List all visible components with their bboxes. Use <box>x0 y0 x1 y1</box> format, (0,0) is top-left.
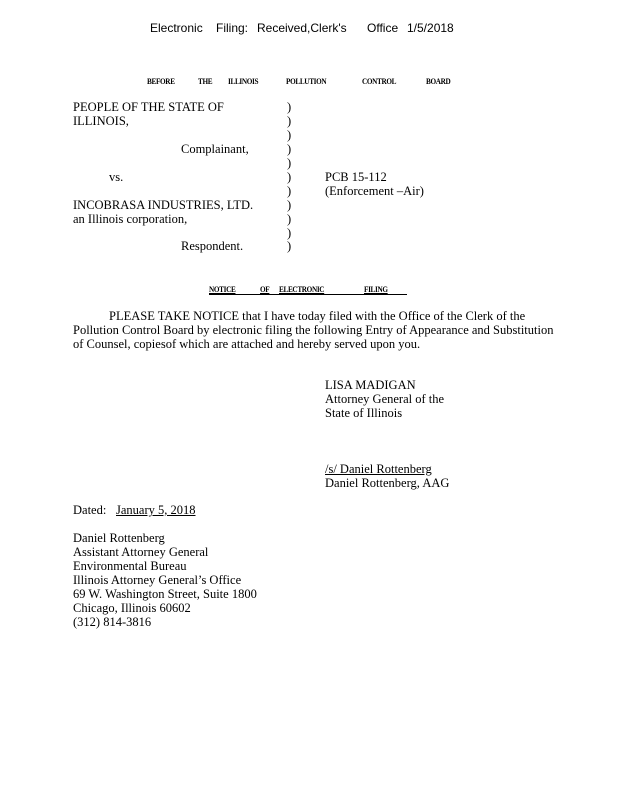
stamp-received: Received,Clerk's <box>257 21 347 35</box>
stamp-office: Office <box>367 21 399 35</box>
caption-paren: ) <box>287 212 292 226</box>
paragraph-line: of Counsel, copiesof which are attached and hereby served upon you. <box>73 337 421 351</box>
case-type: (Enforcement –Air) <box>325 184 424 198</box>
heading-illinois: ILLINOIS <box>228 76 259 86</box>
contact-name: Daniel Rottenberg <box>73 531 165 545</box>
notice-of: OF <box>260 284 270 294</box>
contact-office: Illinois Attorney General’s Office <box>73 573 242 587</box>
heading-pollution: POLLUTION <box>286 76 327 86</box>
stamp-label: Electronic <box>150 21 203 35</box>
notice-filing: FILING <box>364 284 388 294</box>
stamp-date: 1/5/2018 <box>407 21 454 35</box>
attorney-general-title1: Attorney General of the <box>325 392 445 406</box>
heading-board: BOARD <box>426 76 451 86</box>
caption-paren: ) <box>287 114 292 128</box>
respondent-name-line2: an Illinois corporation, <box>73 212 188 226</box>
respondent-name-line1: INCOBRASA INDUSTRIES, LTD. <box>73 198 254 212</box>
caption-paren: ) <box>287 128 292 142</box>
caption-paren: ) <box>287 239 292 253</box>
caption-paren: ) <box>287 198 292 212</box>
stamp-filing: Filing: <box>216 21 249 35</box>
caption-paren: ) <box>287 170 292 184</box>
attorney-general-name: LISA MADIGAN <box>325 378 416 392</box>
heading-before: BEFORE <box>147 76 175 86</box>
contact-city: Chicago, Illinois 60602 <box>73 601 191 615</box>
paragraph-line: PLEASE TAKE NOTICE that I have today filed with the Office of the Clerk of the <box>109 309 526 323</box>
contact-street: 69 W. Washington Street, Suite 1800 <box>73 587 257 601</box>
complainant-name-line2: ILLINOIS, <box>73 114 129 128</box>
dated-label: Dated: <box>73 503 107 517</box>
signer-name: Daniel Rottenberg, AAG <box>325 476 450 490</box>
complainant-role: Complainant, <box>181 142 249 156</box>
contact-bureau: Environmental Bureau <box>73 559 187 573</box>
caption-paren: ) <box>287 142 292 156</box>
caption-paren: ) <box>287 100 292 114</box>
caption-paren: ) <box>287 184 292 198</box>
case-number: PCB 15-112 <box>325 170 387 184</box>
respondent-role: Respondent. <box>181 239 244 253</box>
e-signature: /s/ Daniel Rottenberg <box>325 462 432 476</box>
complainant-name-line1: PEOPLE OF THE STATE OF <box>73 100 224 114</box>
heading-control: CONTROL <box>362 76 397 86</box>
notice-underline <box>209 294 407 295</box>
dated-value: January 5, 2018 <box>116 503 196 517</box>
attorney-general-title2: State of Illinois <box>325 406 403 420</box>
notice-electronic: ELECTRONIC <box>279 284 325 294</box>
paragraph-line: Pollution Control Board by electronic filing the following Entry of Appearance and Substitution <box>73 323 554 337</box>
versus: vs. <box>109 170 124 184</box>
notice-paragraph <box>73 309 603 351</box>
heading-the: THE <box>198 76 213 86</box>
caption-paren: ) <box>287 226 292 240</box>
contact-title: Assistant Attorney General <box>73 545 209 559</box>
notice-word: NOTICE <box>209 284 236 294</box>
caption-paren: ) <box>287 156 292 170</box>
contact-phone: (312) 814-3816 <box>73 615 152 629</box>
